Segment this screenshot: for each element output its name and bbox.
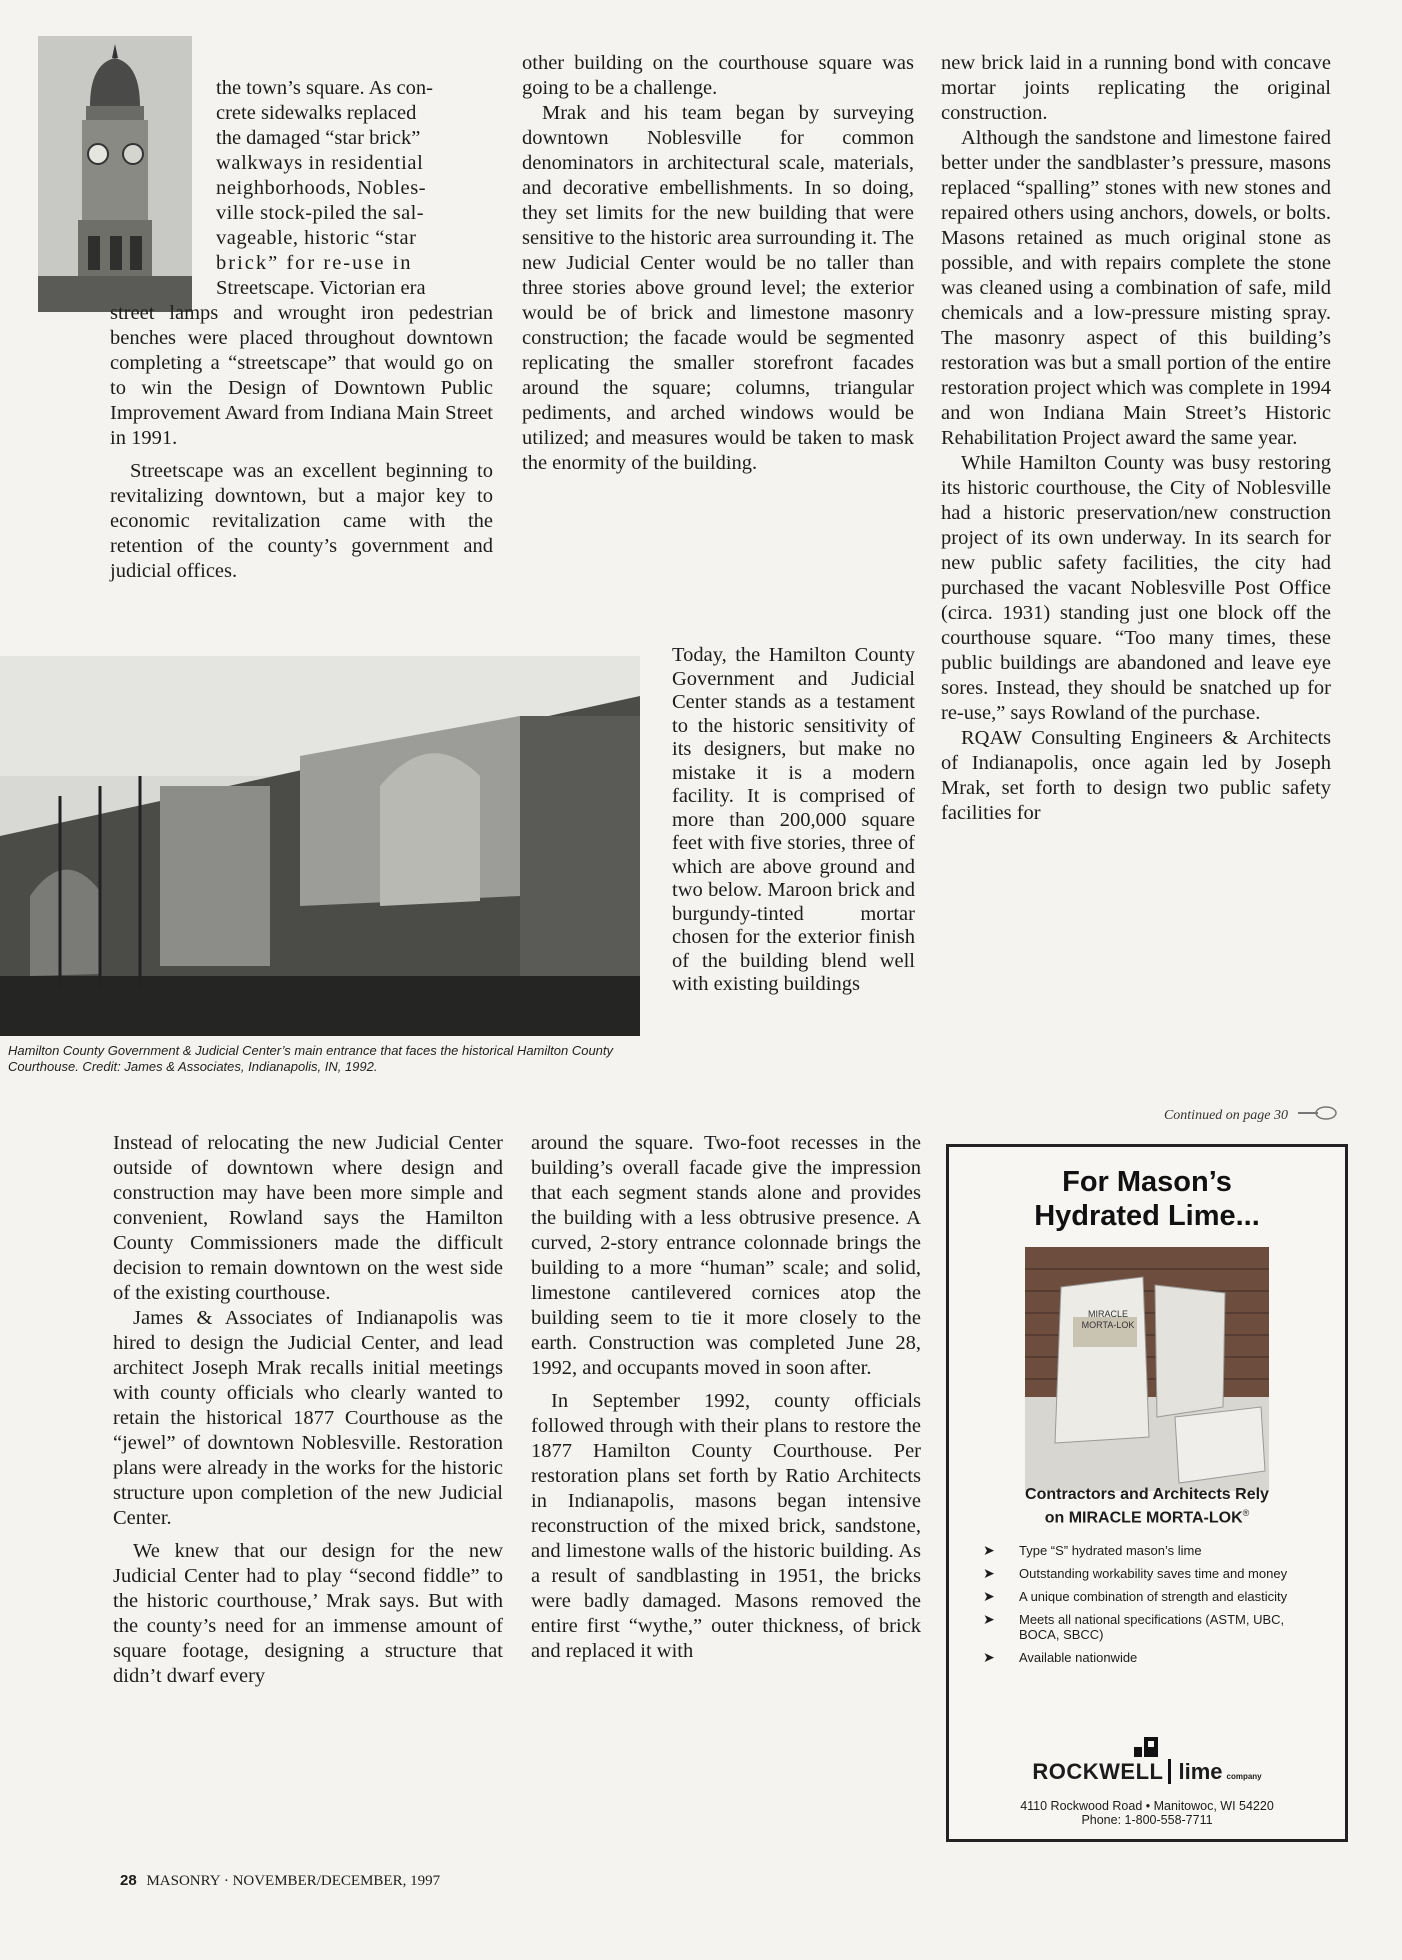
ad-sub-line: Contractors and Architects Rely (1025, 1486, 1269, 1503)
column1-bottom-text (113, 1131, 503, 1689)
paragraph: James & Associates of Indianapolis was hired to design the Judicial Center, and lead architect Joseph Mrak recalls initial meetings with county officials who clearly wanted to retain the historical 1877 Courthouse as the “jewel” of downtown Noblesville. Restoration plans were already in the works for the historic structure upon completion of the new Judicial Center. (113, 1307, 503, 1529)
wrap-line: the town’s square. As con- (216, 77, 433, 99)
courthouse-tower-photo (38, 36, 192, 312)
bullet-text: Available nationwide (1019, 1650, 1138, 1665)
logo-rockwell: ROCKWELL (1032, 1759, 1171, 1784)
wrap-line: crete sidewalks replaced (216, 102, 417, 124)
ad-subheadline (949, 1485, 1345, 1527)
wrap-line: vageable, historic “star (216, 227, 417, 249)
bullet-text: Outstanding workability saves time and money (1019, 1566, 1288, 1581)
wrap-line: the damaged “star brick” (216, 127, 421, 149)
paragraph: Although the sandstone and limestone faired better under the sandblaster’s pressure, masons replaced “spalling” stones with new stones and repaired others using anchors, dowels, or bolts. Masons retained as much original stone as possible, and with repairs complete the stone was cleaned using a combination of safe, mild chemicals and a low-pressure misting spray. The masonry aspect of this building’s restoration was but a small portion of the entire restoration project which was complete in 1994 and won Indiana Main Street’s Historic Rehabilitation Project award the same year. (941, 127, 1331, 449)
column2-mid-text (672, 644, 915, 997)
arrow-bullet-icon: ➤ (983, 1649, 995, 1665)
column3-text (941, 51, 1331, 826)
page-footer (120, 1872, 440, 1890)
continued-note (1098, 1105, 1338, 1126)
bag-label-line: MIRACLE (1087, 1309, 1128, 1319)
arrow-icon (1298, 1105, 1338, 1126)
wrap-line: neighborhoods, Nobles- (216, 177, 427, 199)
bullet-text: Type “S” hydrated mason’s lime (1019, 1543, 1202, 1558)
judicial-center-photo (0, 656, 640, 1036)
phone-line: Phone: 1-800-558-7711 (1081, 1813, 1213, 1827)
lime-advertisement (946, 1144, 1348, 1842)
list-item (979, 1543, 1319, 1558)
ad-headline-line: Hydrated Lime... (1034, 1200, 1260, 1232)
arrow-bullet-icon: ➤ (983, 1565, 995, 1581)
paragraph: new brick laid in a running bond with concave mortar joints replicating the original construction. (941, 52, 1331, 124)
column2-top-text (522, 51, 914, 476)
wrap-line: brick” for re-use in (216, 252, 413, 274)
ad-headline-line: For Mason’s (1062, 1166, 1232, 1198)
arrow-bullet-icon: ➤ (983, 1611, 995, 1627)
paragraph: Mrak and his team began by surveying downtown Noblesville for common denominators in architectural scale, materials, and decorative embellishments. In so doing, they set limits for the new building that were sensitive to the historic area surrounding it. The new Judicial Center would be no taller than three stories above ground level; the exterior would be of brick and limestone masonry construction; the facade would be segmented replicating the smaller storefront facades around the square; columns, triangular pediments, and arched windows would be utilized; and measures would be taken to mask the enormity of the building. (522, 102, 914, 474)
ad-address (949, 1799, 1345, 1827)
paragraph: While Hamilton County was busy restoring its historic courthouse, the City of Noblesville had a historic preservation/new construction project of its own underway. In its search for new public safety facilities, the city had purchased the vacant Noblesville Post Office (circa. 1931) standing just one block off the courthouse square. “Too many times, these public buildings are abandoned and leave eye sores. Instead, they should be snatched up for re-use,” says Rowland of the purchase. (941, 452, 1331, 724)
list-item (979, 1612, 1319, 1642)
list-item (979, 1650, 1319, 1665)
bag-label-line: MORTA-LOK (1081, 1320, 1135, 1330)
arrow-bullet-icon: ➤ (983, 1588, 995, 1604)
logo-mark-icon (949, 1735, 1345, 1759)
column1-wrap-text (216, 76, 493, 301)
footer-text: MASONRY · NOVEMBER/DECEMBER, 1997 (146, 1873, 441, 1889)
wrap-line: ville stock-piled the sal- (216, 202, 424, 224)
logo-lime: lime (1178, 1759, 1223, 1784)
page-number: 28 (120, 1872, 137, 1889)
column1-top-text (110, 301, 493, 584)
ad-sub-line: on MIRACLE MORTA-LOK® (1044, 1508, 1250, 1527)
list-item (979, 1566, 1319, 1581)
ad-bullet-list (979, 1543, 1319, 1673)
logo-company: company (1226, 1772, 1262, 1781)
paragraph: We knew that our design for the new Judicial Center had to play “second fiddle” to the historic courthouse,’ Mrak says. But with the county’s need for an immense amount of square footage, designing a structure that didn’t dwarf every (113, 1540, 503, 1687)
paragraph: around the square. Two-foot recesses in the building’s overall facade give the impression that each segment stands alone and provides the building with a less obtrusive presence. A curved, 2-story entrance colonnade brings the building to a more “human” scale; and solid, limestone cantilevered cornices atop the building seem to tie it more closely to the earth. Construction was completed June 28, 1992, and occupants moved in soon after. (531, 1132, 921, 1379)
bullet-text: A unique combination of strength and elasticity (1019, 1589, 1288, 1604)
rockwell-logo (949, 1735, 1345, 1785)
bag-label (1073, 1309, 1143, 1331)
arrow-bullet-icon: ➤ (983, 1542, 995, 1558)
paragraph: other building on the courthouse square was going to be a challenge. (522, 52, 914, 99)
ad-sub-text: on MIRACLE MORTA-LOK (1044, 1509, 1243, 1527)
list-item (979, 1589, 1319, 1604)
address-line: 4110 Rockwood Road • Manitowoc, WI 54220 (1020, 1799, 1274, 1813)
bullet-text: Meets all national specifications (ASTM, UBC, BOCA, SBCC) (1019, 1612, 1285, 1642)
paragraph: RQAW Consulting Engineers & Architects of Indianapolis, once again led by Joseph Mrak, set forth to design two public safety facilities for (941, 727, 1331, 824)
wrap-line: walkways in residential (216, 152, 424, 174)
paragraph: In September 1992, county officials followed through with their plans to restore the 1877 Hamilton County Courthouse. Per restoration plans set forth by Ratio Architects in Indianapolis, masons began intensive reconstruction of the mixed brick, sandstone, and limestone walls of the historic building. As a result of sandblasting in 1951, the bricks were badly damaged. Masons removed the entire first “wythe,” outer thickness, of brick and replaced it with (531, 1390, 921, 1662)
paragraph: street lamps and wrought iron pedestrian benches were placed throughout downtown completing a “streetscape” that would go on to win the Design of Downtown Public Improvement Award from Indiana Main Street in 1991. (110, 302, 493, 449)
paragraph: Streetscape was an excellent beginning to revitalizing downtown, but a major key to economic revitalization came with the retention of the county’s government and judicial offices. (110, 460, 493, 582)
product-photo (1025, 1247, 1269, 1491)
paragraph: Today, the Hamilton County Government and Judicial Center stands as a testament to the historic sensitivity of its designers, but make no mistake it is a modern facility. It is comprised of more than 200,000 square feet with five stories, three of which are above ground and two below. Maroon brick and burgundy-tinted mortar chosen for the exterior finish of the building blend well with existing buildings (672, 644, 915, 995)
paragraph: Instead of relocating the new Judicial Center outside of downtown where design and construction may have been more simple and convenient, Rowland says the Hamilton County Commissioners made the difficult decision to remain downtown on the west side of the existing courthouse. (113, 1132, 503, 1304)
photo-caption: Hamilton County Government & Judicial Center’s main entrance that faces the historical Hamilton County Courthouse. Credit: James & Associates, Indianapolis, IN, 1992. (8, 1043, 614, 1074)
continued-text: Continued on page 30 (1163, 1108, 1288, 1124)
ad-headline (949, 1165, 1345, 1233)
wrap-line: Streetscape. Victorian era (216, 277, 426, 299)
column2-bottom-text (531, 1131, 921, 1664)
